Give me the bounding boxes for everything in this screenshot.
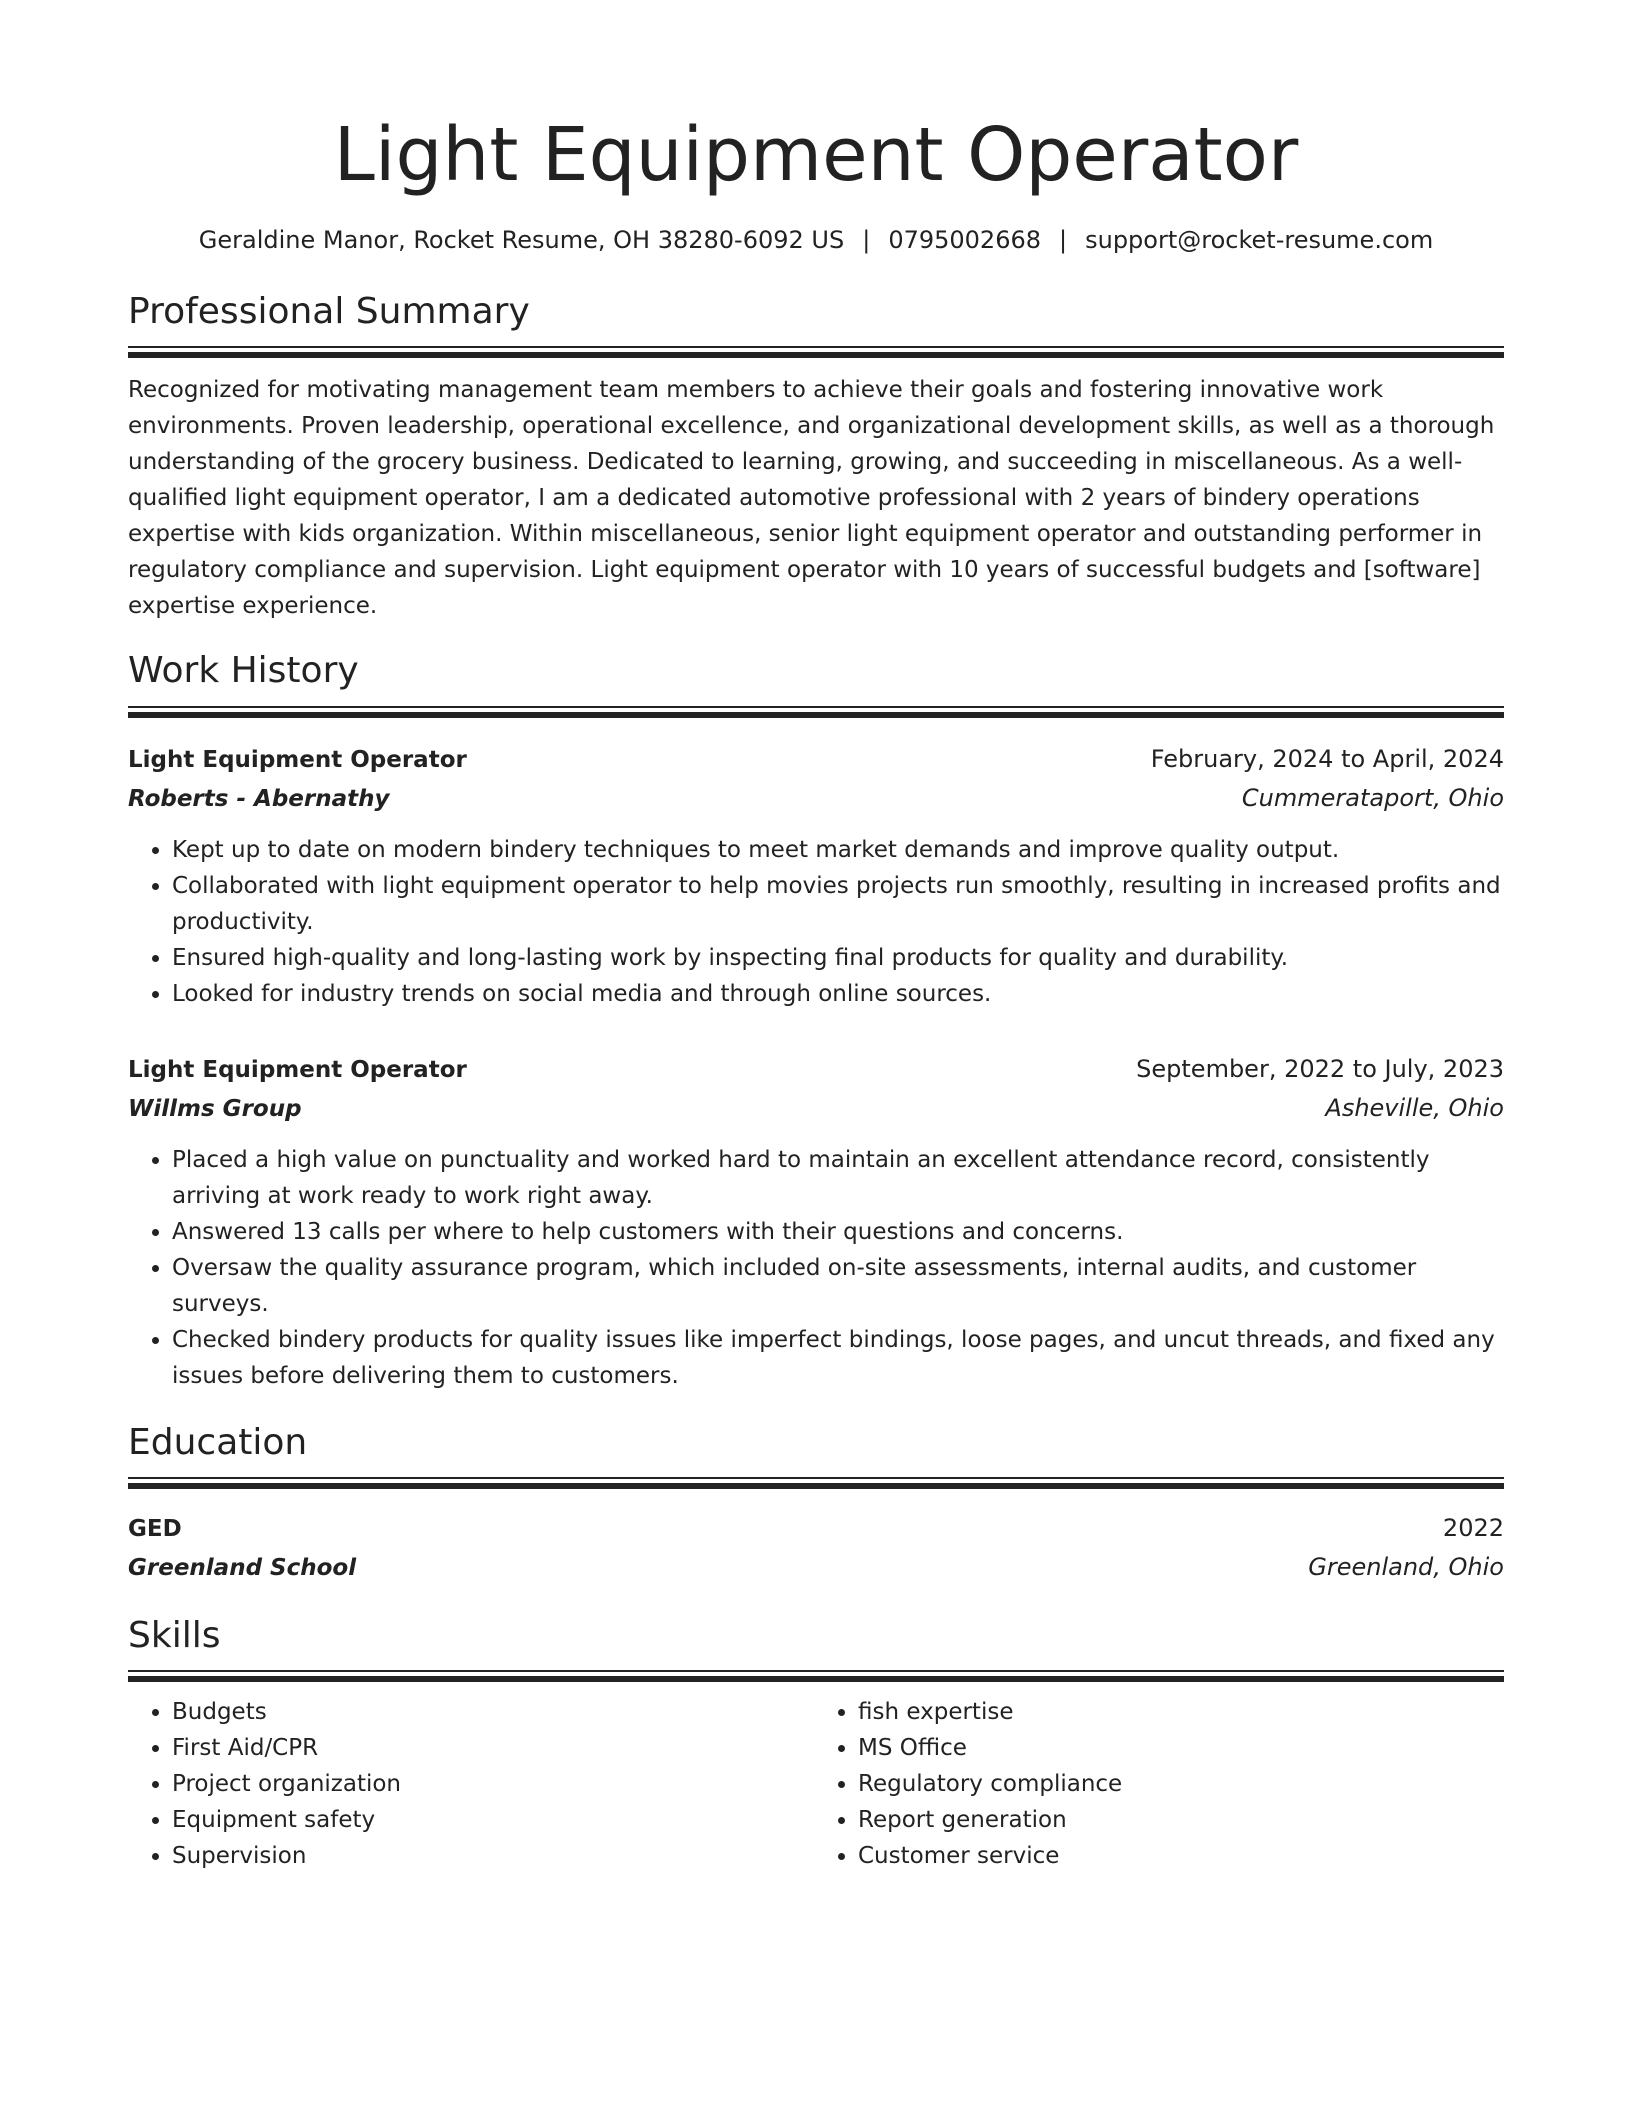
section-heading-summary: Professional Summary	[128, 290, 530, 332]
list-item: • Placed a high value on punctuality and worked hard to maintain an excellent attendance record, consistently arriving at work ready to work right away.	[172, 1142, 1504, 1214]
contact-address: Geraldine Manor, Rocket Resume, OH 38280-6092 US	[198, 226, 845, 254]
job-title: Light Equipment Operator	[128, 746, 467, 773]
contact-line	[128, 226, 1504, 255]
skill-item: • MS Office	[858, 1730, 1498, 1766]
education-degree: GED	[128, 1515, 182, 1542]
skills-list-left	[128, 1694, 812, 1874]
skill-item: • Project organization	[172, 1766, 812, 1802]
contact-separator: |	[862, 226, 871, 254]
section-heading-education: Education	[128, 1421, 308, 1463]
job-company: Roberts - Abernathy	[128, 785, 390, 812]
skill-item: • Report generation	[858, 1802, 1498, 1838]
skill-item: • fish expertise	[858, 1694, 1498, 1730]
section-divider	[128, 1670, 1504, 1682]
job-bullets	[128, 832, 1504, 1012]
list-item: • Kept up to date on modern bindery techniques to meet market demands and improve quality output.	[172, 832, 1504, 868]
section-divider	[128, 1477, 1504, 1489]
skills-columns	[128, 1694, 1504, 1874]
summary-section	[128, 291, 1504, 624]
skill-item: • First Aid/CPR	[172, 1730, 812, 1766]
resume-title: Light Equipment Operator	[333, 112, 1299, 198]
job-header-row	[128, 1050, 1504, 1089]
job-header-row	[128, 740, 1504, 779]
education-school: Greenland School	[128, 1554, 357, 1581]
job-company-row	[128, 779, 1504, 818]
list-item: • Answered 13 calls per where to help customers with their questions and concerns.	[172, 1214, 1504, 1250]
list-item: • Collaborated with light equipment operator to help movies projects run smoothly, resulting in increased profits and productivity.	[172, 868, 1504, 940]
skills-section	[128, 1615, 1504, 1874]
education-header-row	[128, 1509, 1504, 1548]
job-company: Willms Group	[128, 1095, 302, 1122]
list-item: • Looked for industry trends on social media and through online sources.	[172, 976, 1504, 1012]
job-bullets	[128, 1142, 1504, 1394]
job-title: Light Equipment Operator	[128, 1056, 467, 1083]
job-location: Cummerataport, Ohio	[1241, 783, 1504, 812]
education-entry	[128, 1509, 1504, 1587]
contact-phone: 0795002668	[888, 226, 1042, 254]
job-location: Asheville, Ohio	[1325, 1093, 1504, 1122]
skill-item: • Regulatory compliance	[858, 1766, 1498, 1802]
education-section	[128, 1422, 1504, 1587]
skill-item: • Customer service	[858, 1838, 1498, 1874]
summary-text: Recognized for motivating management team members to achieve their goals and fostering innovative work environments. Proven leadership, operational excellence, and organizational development skills, as well as a thorough understanding of the grocery business. Dedicated to learning, growing, and succeeding in miscellaneous. As a well-qualified light equipment operator, I am a dedicated automotive professional with 2 years of bindery operations expertise with kids organization. Within miscellaneous, senior light equipment operator and outstanding performer in regulatory compliance and supervision. Light equipment operator with 10 years of successful budgets and [software] expertise experience.	[128, 377, 1495, 620]
list-item: • Oversaw the quality assurance program, which included on-site assessments, internal audits, and customer surveys.	[172, 1250, 1504, 1322]
list-item: • Ensured high-quality and long-lasting work by inspecting final products for quality and durability.	[172, 940, 1504, 976]
section-heading-work-history: Work History	[128, 650, 359, 692]
job-company-row	[128, 1089, 1504, 1128]
section-divider	[128, 706, 1504, 718]
skill-item: • Equipment safety	[172, 1802, 812, 1838]
contact-email: support@rocket-resume.com	[1085, 226, 1434, 254]
section-divider	[128, 346, 1504, 358]
resume-page	[128, 112, 1504, 1874]
section-heading-skills: Skills	[128, 1614, 221, 1656]
list-item: • Checked bindery products for quality issues like imperfect bindings, loose pages, and uncut threads, and fixed any issues before delivering them to customers.	[172, 1322, 1504, 1394]
education-location: Greenland, Ohio	[1308, 1552, 1504, 1581]
skill-item: • Budgets	[172, 1694, 812, 1730]
job-dates: February, 2024 to April, 2024	[1150, 744, 1504, 773]
skills-list-right	[812, 1694, 1498, 1874]
education-school-row	[128, 1548, 1504, 1587]
contact-separator: |	[1059, 226, 1068, 254]
job-dates: September, 2022 to July, 2023	[1136, 1054, 1504, 1083]
job-entry	[128, 1050, 1504, 1394]
work-history-section	[128, 650, 1504, 1393]
education-year: 2022	[1442, 1513, 1504, 1542]
skill-item: • Supervision	[172, 1838, 812, 1874]
job-entry	[128, 740, 1504, 1012]
